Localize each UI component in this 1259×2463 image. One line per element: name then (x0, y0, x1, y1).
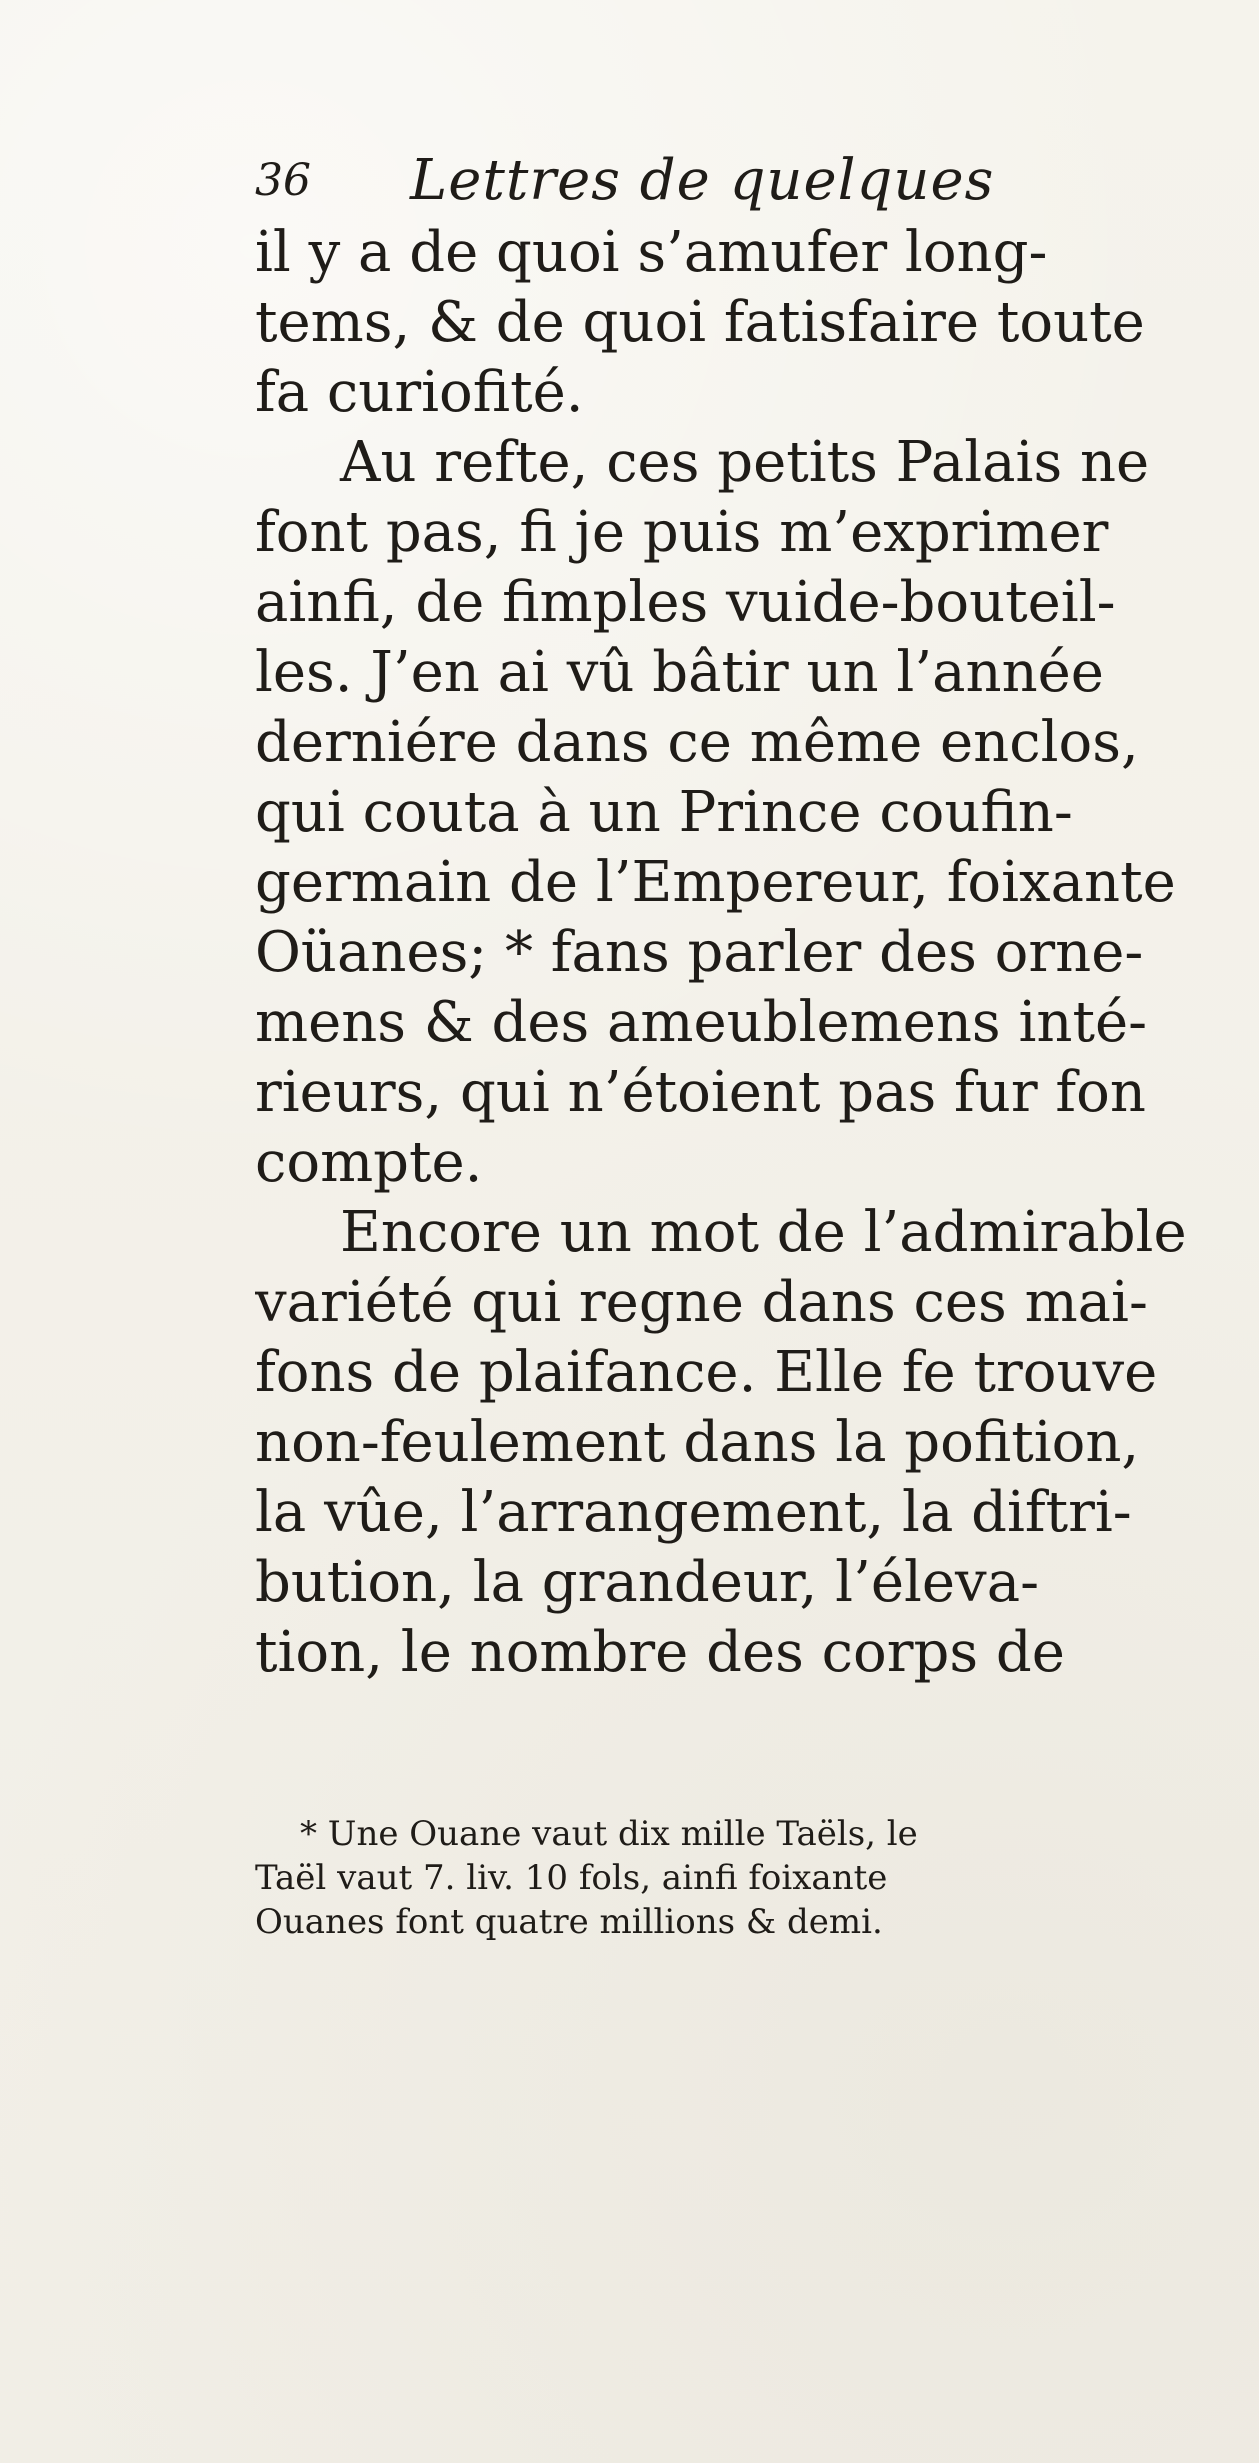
text-line: Oüanes; * fans parler des orne- (255, 920, 1144, 985)
text-line: ainfi, de fimples vuide-bouteil- (255, 570, 1116, 635)
text-line: germain de l’Empereur, foixante (255, 850, 1176, 915)
text-line: mens & des ameublemens inté- (255, 990, 1148, 1055)
text-line: la vûe, l’arrangement, la diftri- (255, 1480, 1132, 1545)
footnote-line: * Une Ouane vaut dix mille Taëls, le (300, 1814, 918, 1854)
footnote (255, 1812, 1205, 1944)
text-line: il y a de quoi s’amufer long- (255, 220, 1048, 285)
page-header (255, 150, 1035, 212)
body-text (255, 218, 1205, 1688)
text-line: rieurs, qui n’étoient pas fur fon (255, 1060, 1146, 1125)
text-line: font pas, fi je puis m’exprimer (255, 500, 1109, 565)
text-line: tems, & de quoi fatisfaire toute (255, 290, 1145, 355)
running-title: Lettres de quelques (410, 148, 995, 213)
text-line: fons de plaifance. Elle fe trouve (255, 1340, 1158, 1405)
text-line: compte. (255, 1130, 483, 1195)
text-line: derniére dans ce même enclos, (255, 710, 1139, 775)
text-line: qui couta à un Prince coufin- (255, 780, 1073, 845)
text-line: variété qui regne dans ces mai- (255, 1270, 1148, 1335)
text-line: non-feulement dans la pofition, (255, 1410, 1140, 1475)
text-line: tion, le nombre des corps de (255, 1620, 1065, 1685)
paragraph-start-line: Encore un mot de l’admirable (340, 1200, 1187, 1265)
footnote-line: Ouanes font quatre millions & demi. (255, 1902, 883, 1942)
footnote-line: Taël vaut 7. liv. 10 fols, ainfi foixante (255, 1858, 888, 1898)
text-line: fa curiofité. (255, 360, 584, 425)
paragraph-start-line: Au refte, ces petits Palais ne (340, 430, 1150, 495)
page-number: 36 (255, 155, 311, 206)
text-line: bution, la grandeur, l’éleva- (255, 1550, 1039, 1615)
text-line: les. J’en ai vû bâtir un l’année (255, 640, 1104, 705)
